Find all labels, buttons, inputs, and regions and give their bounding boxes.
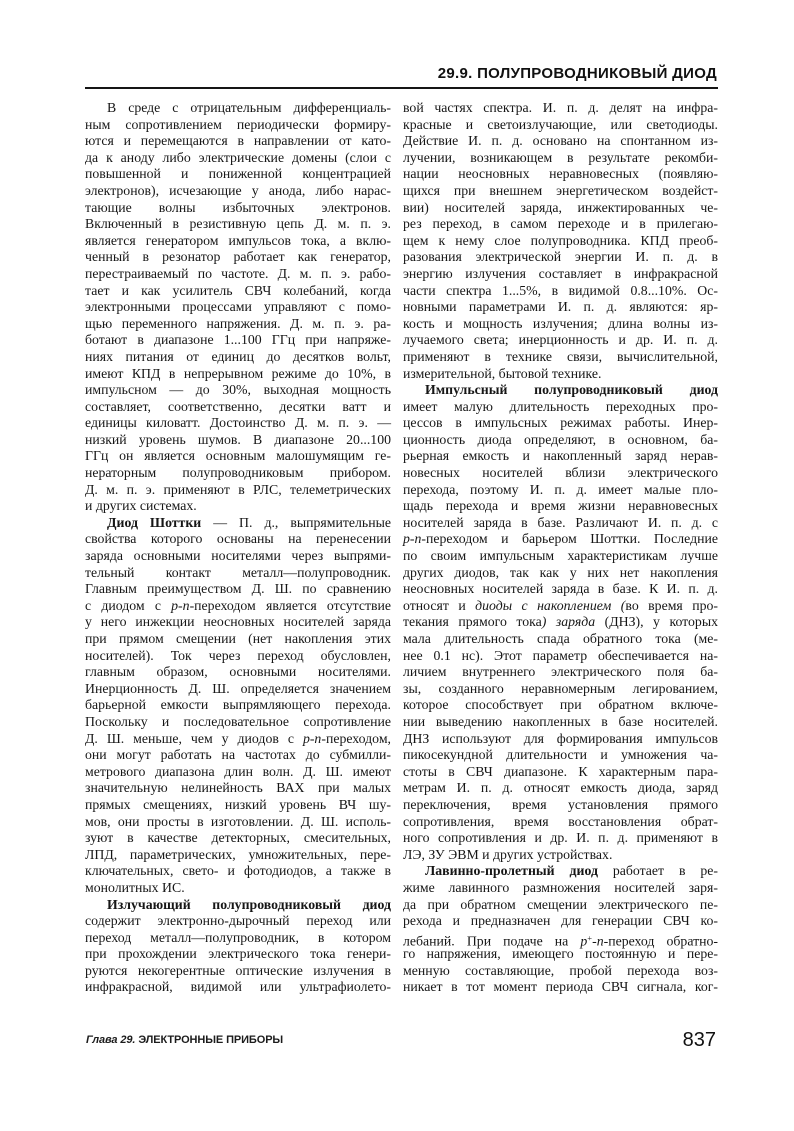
text-run: пикосекундной длительности и умножения ча-: [403, 747, 718, 763]
text-line: [85, 648, 391, 665]
text-line: [403, 598, 718, 615]
text-run: мов, они просты в изготовлении. Д. Ш. исполь-: [85, 813, 391, 829]
text-run: щихся при внешнем энергетическом воздейст-: [403, 182, 718, 198]
text-line: [403, 100, 718, 117]
text-run: инфракрасной, видимой или ультрафиолето-: [85, 979, 391, 995]
text-run: повышенной и пониженной концентрацией: [85, 166, 391, 182]
text-run: перестраиваемый по частоте. Д. м. п. э. рабо-: [85, 265, 391, 281]
bold-run: Импульсный полупроводниковый диод: [425, 382, 718, 398]
text-run: во время про-: [625, 597, 719, 613]
text-run: части спектра 1...5%, в видимой 0.8...10%. Ос-: [403, 282, 718, 298]
text-run: неосновных носителей заряда в базе. К И. п. д.: [403, 581, 718, 597]
text-run: с диодом с: [85, 597, 172, 613]
text-line: [85, 366, 391, 383]
page-number: 837: [682, 1029, 716, 1051]
bold-run: Диод Шоттки: [107, 514, 202, 530]
text-run: Поскольку и последовательное сопротивление: [85, 713, 391, 729]
text-run: переход металл—полупроводник, в котором: [85, 929, 391, 945]
text-run: работает в ре-: [597, 863, 718, 879]
text-run: имеет малую длительность переходных про-: [403, 398, 718, 414]
footer-chapter: [86, 1034, 283, 1046]
text-line: [85, 266, 391, 283]
text-run: электронными процессами управляют с помо-: [85, 299, 391, 315]
text-line: [85, 814, 391, 831]
text-line: [403, 963, 718, 980]
text-line: [403, 731, 718, 748]
text-run: Д. м. п. э. применяют в РЛС, телеметрических: [85, 481, 391, 497]
text-run: метрам И. п. д. относят емкость диода, заряд: [403, 780, 718, 796]
text-run: новесных носителей вблизи электрического: [403, 465, 718, 481]
text-run: прямых смещениях, низкий уровень ВЧ шу-: [85, 796, 391, 812]
text-run: цессов в импульсных режимах работы. Инер-: [403, 415, 718, 431]
text-run: ДНЗ используют для формирования импульсов: [403, 730, 718, 746]
text-line: [403, 432, 718, 449]
text-line: [403, 697, 718, 714]
text-line: [403, 979, 718, 996]
text-column-right: [403, 100, 718, 996]
text-line: [85, 863, 391, 880]
text-run: ются и перемещаются в направлении от като-: [85, 133, 391, 149]
text-run: ниях питания от единиц до десятков вольт,: [85, 348, 391, 364]
text-run: ГГц он является основным малошумящим ге-: [85, 448, 391, 464]
text-run: нее 0.1 нс). Этот параметр обеспечивается на-: [403, 647, 718, 663]
text-line: [403, 498, 718, 515]
text-line: [85, 249, 391, 266]
text-line: [85, 415, 391, 432]
text-line: [403, 448, 718, 465]
text-line: [85, 498, 391, 515]
text-line: [403, 349, 718, 366]
bold-run: Лавинно-пролетный диод: [425, 863, 598, 879]
text-run: имеют КПД в непрерывном режиме до 10%, в: [85, 365, 391, 381]
text-line: [85, 432, 391, 449]
text-line: [85, 963, 391, 980]
text-line: [85, 747, 391, 764]
text-run: ным сопротивлением периодически формиру-: [85, 116, 391, 132]
text-line: [403, 581, 718, 598]
text-line: [403, 316, 718, 333]
text-line: [85, 382, 391, 399]
text-line: [403, 515, 718, 532]
text-run: относят и: [403, 597, 476, 613]
text-line: [85, 880, 391, 897]
text-line: [403, 266, 718, 283]
text-run: личием внутреннего электрического поля ба-: [403, 664, 718, 680]
text-line: [403, 332, 718, 349]
text-line: [403, 946, 718, 963]
text-line: [403, 780, 718, 797]
text-line: [85, 316, 391, 333]
text-line: [85, 133, 391, 150]
text-line: [403, 249, 718, 266]
text-run: которое способствует при обратном включе-: [403, 697, 718, 713]
text-run: жиме лавинного размножения носителей заря-: [403, 879, 718, 895]
text-line: [85, 664, 391, 681]
text-column-left: [85, 100, 391, 996]
text-run: свойства которого основаны на перенесении: [85, 531, 391, 547]
text-line: [403, 764, 718, 781]
text-line: [85, 349, 391, 366]
text-line: [85, 448, 391, 465]
text-line: [403, 747, 718, 764]
text-run: зы, созданного неравномерным легированием,: [403, 680, 718, 696]
text-line: [403, 814, 718, 831]
italic-run: p-n: [302, 730, 322, 746]
text-line: [85, 979, 391, 996]
text-line: [85, 299, 391, 316]
italic-run: p-n: [403, 531, 422, 547]
text-line: [403, 166, 718, 183]
text-line: [85, 216, 391, 233]
text-run: щадь перехода и время жизни неравновесных: [403, 498, 718, 514]
text-line: [85, 166, 391, 183]
text-run: мала длительность спада обратного тока (ме-: [403, 631, 718, 646]
text-run: В среде с отрицательным дифференциаль-: [107, 100, 391, 115]
text-line: [85, 183, 391, 200]
text-run: лебаний. При подаче на: [403, 933, 581, 949]
text-line: [403, 382, 718, 399]
text-run: кость и мощность излучения; длина волны из-: [403, 315, 718, 331]
text-run: щью переменного напряжения. Д. м. п. э. ра-: [85, 315, 391, 331]
text-line: [403, 283, 718, 300]
text-line: [403, 465, 718, 482]
text-run: щем к нему слое полупроводника. КПД преоб-: [403, 232, 718, 248]
text-line: [403, 200, 718, 217]
text-line: [85, 614, 391, 631]
text-line: [403, 299, 718, 316]
text-run: (ДНЗ), у которых: [595, 614, 718, 630]
text-run: лучаемого света; инерционность и др. И. п. д.: [403, 332, 718, 348]
text-run: ционность диода определяют, в основном, ба-: [403, 431, 718, 447]
text-run: и других системах.: [85, 498, 197, 514]
text-run: единицы киловатт. Достоинство Д. м. п. э. —: [85, 415, 391, 431]
bold-run: Излучающий полупроводниковый диод: [107, 896, 391, 912]
text-run: переключения, время установления прямого: [403, 796, 718, 812]
text-run: составляет, соответственно, десятки ватт и: [85, 398, 391, 414]
text-run: применяют в технике связи, вычислительной,: [403, 348, 718, 364]
text-run: менную составляющие, пробой перехода воз-: [403, 962, 718, 978]
text-run: перехода, поэтому И. п. д. имеет малые пло-: [403, 481, 718, 497]
text-line: [85, 830, 391, 847]
text-run: метрового диапазона длин волн. Д. Ш. имеют: [85, 763, 391, 779]
text-run: рьерная емкость и накопленный заряд нерав-: [403, 448, 718, 464]
text-run: — П. д., выпрямительные: [201, 514, 391, 530]
text-run: никает в тот момент периода СВЧ сигнала, ког-: [403, 979, 718, 995]
text-run: ЛЭ, ЗУ ЭВМ и других устройствах.: [403, 846, 613, 862]
text-run: -: [592, 933, 597, 949]
text-line: [403, 714, 718, 731]
text-run: по своим импульсным характеристикам лучше: [403, 548, 718, 564]
text-line: [85, 946, 391, 963]
text-run: Инерционность Д. Ш. определяется значением: [85, 680, 391, 696]
italic-run: ) заряда: [541, 614, 596, 630]
text-line: [85, 233, 391, 250]
text-run: энергию излучения составляет в инфракрасной: [403, 265, 718, 281]
text-line: [403, 565, 718, 582]
text-run: они могут работать на частотах до субмилли-: [85, 747, 391, 763]
text-line: [403, 150, 718, 167]
text-run: лучении, возникающем в результате рекомби-: [403, 149, 718, 165]
text-line: [85, 764, 391, 781]
text-run: других диодов, так как у них нет накопления: [403, 564, 718, 580]
text-run: рехода и предназначен для генерации СВЧ ко-: [403, 913, 718, 929]
text-line: [85, 283, 391, 300]
text-run: тельный контакт металл—полупроводник.: [85, 564, 391, 580]
text-line: [85, 465, 391, 482]
text-run: нации неосновных неравновесных (появляю-: [403, 166, 718, 182]
text-run: импульсном — до 30%, выходная мощность: [85, 382, 391, 398]
text-line: [403, 415, 718, 432]
text-line: [403, 531, 718, 548]
text-run: нии выведению накопленных в базе носителей.: [403, 713, 718, 729]
text-line: [403, 482, 718, 499]
text-line: [85, 482, 391, 499]
text-run: монолитных ИС.: [85, 879, 185, 895]
text-line: [85, 714, 391, 731]
text-line: [85, 565, 391, 582]
text-run: нераторным полупроводниковым прибором.: [85, 465, 391, 481]
text-run: да при обратном смещении электрического пе-: [403, 896, 718, 912]
text-run: содержит электронно-дырочный переход или: [85, 913, 391, 929]
text-line: [403, 399, 718, 416]
text-line: [85, 598, 391, 615]
header-rule: [85, 87, 718, 89]
text-line: [85, 631, 391, 648]
footer-chapter-number: Глава 29.: [86, 1034, 136, 1046]
text-run: заряда основными носителями через выпрями-: [85, 548, 391, 564]
text-line: [85, 100, 391, 117]
text-run: -переходом,: [321, 730, 391, 746]
text-run: красные и светоизлучающие, или светодиоды.: [403, 116, 718, 132]
text-run: текания прямого тока: [403, 614, 542, 630]
text-run: Главным преимуществом Д. Ш. по сравнению: [85, 581, 391, 597]
text-line: [403, 797, 718, 814]
text-line: [85, 681, 391, 698]
text-line: [85, 581, 391, 598]
text-run: при прохождении электрического тока генери-: [85, 946, 391, 962]
text-line: [403, 117, 718, 134]
text-line: [85, 117, 391, 134]
text-run: Включенный в резистивную цепь Д. м. п. э.: [85, 216, 391, 232]
text-line: [403, 183, 718, 200]
text-line: [85, 200, 391, 217]
italic-run: p: [580, 933, 588, 949]
text-run: является генератором импульсов тока, а вклю-: [85, 232, 391, 248]
text-line: [85, 731, 391, 748]
text-line: [403, 681, 718, 698]
text-line: [85, 515, 391, 532]
text-line: [403, 631, 718, 648]
text-line: [403, 133, 718, 150]
text-run: ботают в диапазоне 1...100 ГГц при напряже-: [85, 332, 391, 348]
text-run: барьерной емкости выпрямляющего перехода.: [85, 697, 391, 713]
text-run: у него инжекции неосновных носителей заряда: [85, 614, 391, 630]
text-run: Действие И. п. д. основано на спонтанном из-: [403, 133, 718, 149]
text-run: разования электрической энергии И. п. д. в: [403, 249, 718, 265]
text-run: Д. Ш. меньше, чем у диодов с: [85, 730, 303, 746]
text-run: измерительной, бытовой технике.: [403, 365, 602, 381]
text-run: тающие волны избыточных электронов.: [85, 199, 391, 215]
text-line: [85, 150, 391, 167]
italic-run: n: [596, 933, 604, 949]
text-run: новными параметрами И. п. д. являются: яр-: [403, 299, 718, 315]
text-run: -переходом является отсутствие: [189, 597, 391, 613]
text-line: [403, 847, 718, 864]
text-line: [85, 797, 391, 814]
text-line: [403, 930, 718, 947]
text-line: [403, 233, 718, 250]
text-line: [403, 648, 718, 665]
text-run: ЛПД, параметрических, умножительных, пере-: [85, 846, 391, 862]
text-line: [85, 531, 391, 548]
text-run: вой частях спектра. И. п. д. делят на инфра-: [403, 100, 718, 115]
superscript-run: +: [587, 932, 593, 943]
text-run: главным образом, основными носителями.: [85, 664, 391, 680]
text-line: [403, 880, 718, 897]
text-line: [85, 897, 391, 914]
text-line: [403, 830, 718, 847]
footer-chapter-title: ЭЛЕКТРОННЫЕ ПРИБОРЫ: [135, 1034, 284, 1046]
text-run: тает и как усилитель СВЧ колебаний, когда: [85, 282, 391, 298]
text-line: [85, 697, 391, 714]
text-run: электронов), исчезающие у анода, либо нарас-: [85, 182, 391, 198]
text-run: сопротивления, время восстановления обрат-: [403, 813, 718, 829]
text-run: стоты в СВЧ диапазоне. К характерным пара-: [403, 763, 718, 779]
italic-run: диоды с накоплением (: [475, 597, 626, 613]
text-run: го напряжения, имеющего постоянную и пере-: [403, 946, 718, 962]
text-line: [85, 780, 391, 797]
text-line: [85, 847, 391, 864]
running-head: 29.9. ПОЛУПРОВОДНИКОВЫЙ ДИОД: [437, 65, 717, 82]
text-line: [403, 863, 718, 880]
text-line: [403, 216, 718, 233]
text-run: носителей заряда в базе. Различают И. п. д. с: [403, 514, 718, 530]
text-run: да к аноду либо электрические домены (слои с: [85, 149, 391, 165]
text-line: [85, 930, 391, 947]
text-line: [403, 664, 718, 681]
text-line: [403, 913, 718, 930]
text-line: [403, 897, 718, 914]
text-line: [403, 366, 718, 383]
text-run: носителей). Ток через переход обусловлен,: [85, 647, 391, 663]
text-line: [85, 548, 391, 565]
text-run: ного сопротивления и др. И. п. д. применяют в: [403, 830, 718, 846]
text-run: вии) носителей заряда, инжектированных че-: [403, 199, 718, 215]
text-line: [403, 548, 718, 565]
text-line: [403, 614, 718, 631]
text-run: низкий уровень шумов. В диапазоне 20...100: [85, 431, 391, 447]
text-run: руются некогерентные оптические излучения в: [85, 962, 391, 978]
text-run: зуют в качестве детекторных, смесительных,: [85, 830, 391, 846]
text-run: ключательных, свето- и фотодиодов, а также в: [85, 863, 391, 879]
text-run: значительную нелинейность ВАХ при малых: [85, 780, 391, 796]
text-line: [85, 913, 391, 930]
text-run: рез переход, в самом переходе и в прилегаю-: [403, 216, 718, 232]
text-run: -переходом и барьером Шоттки. Последние: [421, 531, 718, 547]
text-run: ченный в резонатор работает как генератор,: [85, 249, 391, 265]
text-line: [85, 332, 391, 349]
text-line: [85, 399, 391, 416]
text-run: -переход обратно-: [603, 933, 718, 949]
text-run: при прямом смещении (нет накопления этих: [85, 631, 391, 646]
italic-run: p-n: [171, 597, 190, 613]
